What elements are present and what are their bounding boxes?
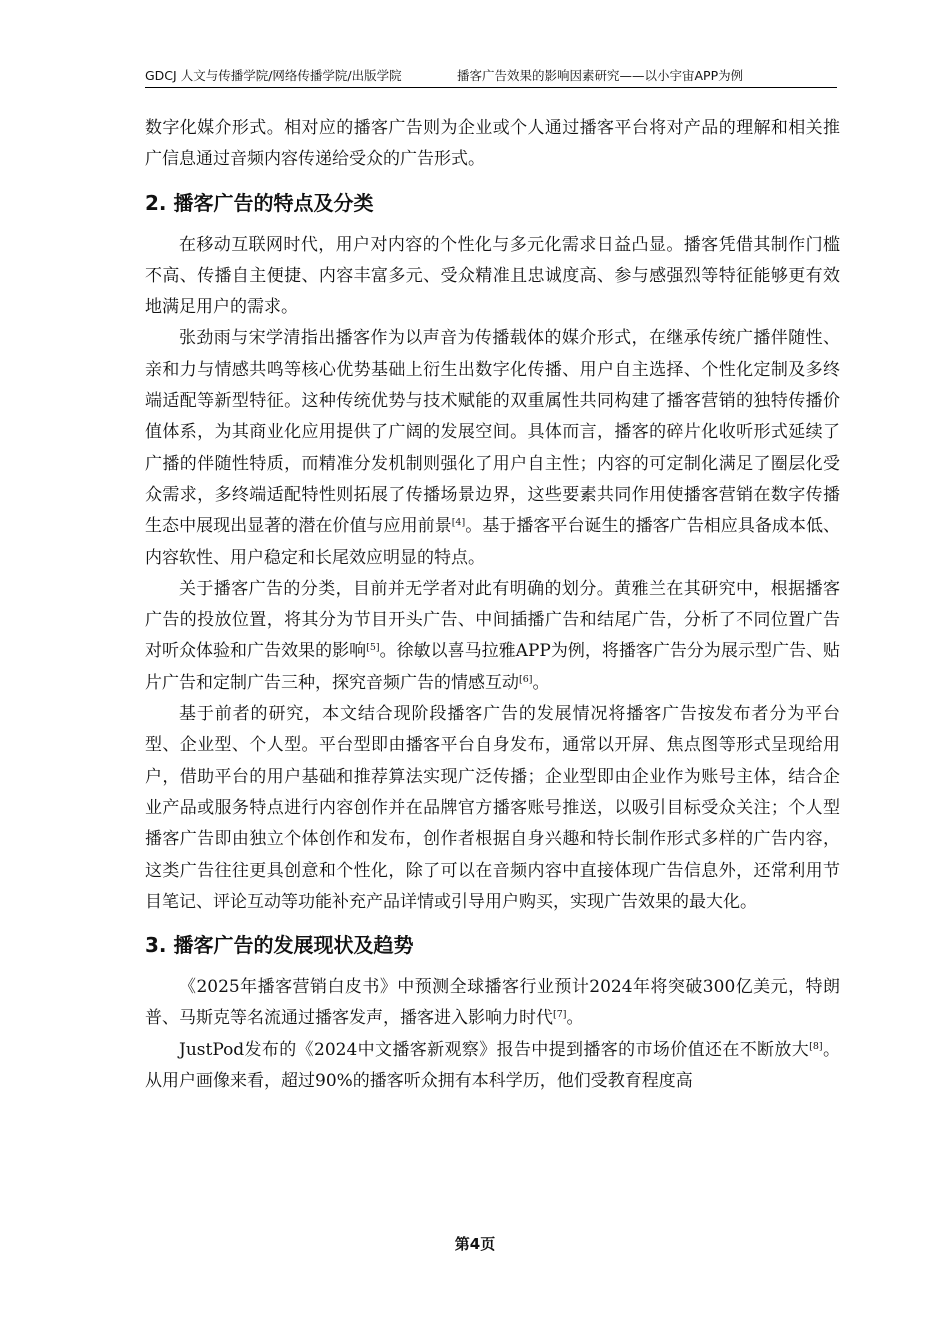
paragraph-text: 《2025年播客营销白皮书》中预测全球播客行业预计2024年将突破300亿美元，特朗普、马斯克等名流通过播客发声，播客进入影响力时代 (145, 977, 840, 1029)
section-3-paragraph-2 (145, 1035, 840, 1098)
paragraph-text: 。 (566, 1008, 584, 1029)
paragraph-text: 。 (532, 672, 550, 693)
citation-ref: [7] (553, 1009, 567, 1021)
citation-ref: [4] (451, 517, 466, 529)
running-header (145, 66, 837, 88)
paragraph-text: 张劲雨与宋学清指出播客作为以声音为传播载体的媒介形式，在继承传统广播伴随性、亲和力与情感共鸣等核心优势基础上衍生出数字化传播、用户自主选择、个性化定制及多终端适配等新型特征。这种传统优势与技术赋能的双重属性共同构建了播客营销的独特传播价值体系，为其商业化应用提供了广阔的发展空间。具体而言，播客的碎片化收听形式延续了广播的伴随性特质，而精准分发机制则强化了用户自主性；内容的可定制化满足了圈层化受众需求，多终端适配特性则拓展了传播场景边界，这些要素共同作用使播客营销在数字传播生态中展现出显著的潜在价值与应用前景 (145, 328, 840, 537)
section-2-paragraph-1: 在移动互联网时代，用户对内容的个性化与多元化需求日益凸显。播客凭借其制作门槛不高、传播自主便捷、内容丰富多元、受众精准且忠诚度高、参与感强烈等特征能够更有效地满足用户的需求。 (145, 234, 840, 318)
section-3-paragraph-1 (145, 972, 840, 1035)
page-number: 第4页 (454, 1235, 496, 1253)
header-institution: GDCJ 人文与传播学院/网络传播学院/出版学院 (145, 68, 402, 83)
paragraph-text: 。从用户画像来看，超过90%的播客听众拥有本科学历，他们受教育程度高 (145, 1039, 841, 1092)
section-2-paragraph-3 (145, 574, 840, 699)
paragraph-text: 关于播客广告的分类，目前并无学者对此有明确的划分。黄雅兰在其研究中，根据播客广告的投放位置，将其分为节目开头广告、中间插播广告和结尾广告，分析了不同位置广告对听众体验和广告效果的影响 (145, 578, 840, 662)
section-3-heading: 3. 播客广告的发展现状及趋势 (145, 933, 414, 958)
section-2-paragraph-4: 基于前者的研究，本文结合现阶段播客广告的发展情况将播客广告按发布者分为平台型、企业型、个人型。平台型即由播客平台自身发布，通常以开屏、焦点图等形式呈现给用户，借助平台的用户基础和推荐算法实现广泛传播；企业型即由企业作为账号主体，结合企业产品或服务特点进行内容创作并在品牌官方播客账号推送，以吸引目标受众关注；个人型播客广告即由独立个体创作和发布，创作者根据自身兴趣和特长制作形式多样的广告内容，这类广告往往更具创意和个性化，除了可以在音频内容中直接体现广告信息外，还常利用节目笔记、评论互动等功能补充产品详情或引导用户购买，实现广告效果的最大化。 (145, 704, 840, 912)
paragraph-text: 。徐敏以喜马拉雅APP为例，将播客广告分为展示型广告、贴片广告和定制广告三种，探究音频广告的情感互动 (145, 641, 840, 693)
section-2-heading: 2. 播客广告的特点及分类 (145, 190, 374, 215)
citation-ref: [5] (366, 642, 380, 654)
intro-continuation-paragraph: 数字化媒介形式。相对应的播客广告则为企业或个人通过播客平台将对产品的理解和相关推广信息通过音频内容传递给受众的广告形式。 (145, 118, 840, 170)
paragraph-text: 。基于播客平台诞生的播客广告相应具备成本低、内容软性、用户稳定和长尾效应明显的特点。 (145, 516, 841, 568)
citation-ref: [6] (519, 673, 533, 685)
section-2-paragraph-2 (145, 323, 840, 573)
page-body (145, 113, 840, 1097)
paragraph-text: JustPod发布的《2024中文播客新观察》报告中提到播客的市场价值还在不断放大 (179, 1039, 810, 1060)
citation-ref: [8] (809, 1040, 823, 1052)
header-paper-title: 播客广告效果的影响因素研究——以小宇宙APP为例 (457, 68, 744, 83)
